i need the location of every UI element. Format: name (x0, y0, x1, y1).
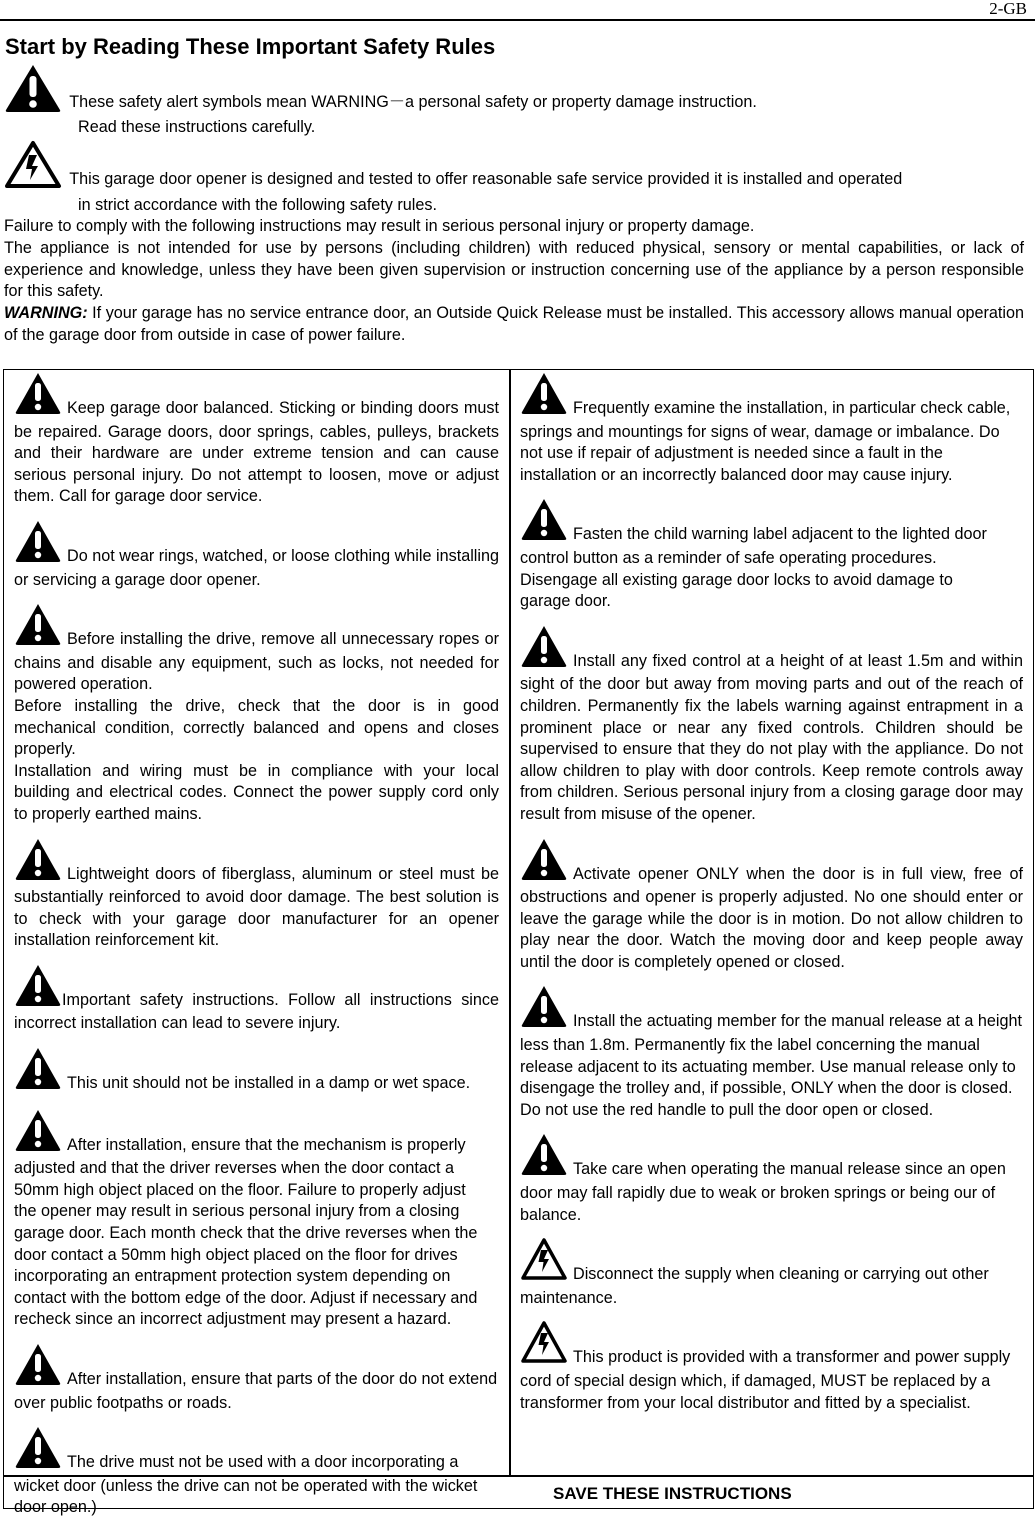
warning-triangle-icon (14, 837, 62, 888)
rule-item: Lightweight doors of fiberglass, aluminum or steel must be substantially reinforced to avoid door damage. The best solution is to check with your garage door manufacturer for an opener installation reinforcement kit. (14, 837, 499, 952)
warning-paragraph (4, 303, 1024, 346)
warning-triangle-icon (520, 984, 568, 1035)
rule-item: Take care when operating the manual release since an open door may fall rapidly due to weak or broken springs or being our of balance. (520, 1132, 1023, 1226)
rule-item: Keep garage door balanced. Sticking or binding doors must be repaired. Garage doors, door springs, cables, pulleys, brackets and their hardware are under extreme tension and can cause serious personal injury. Do not attempt to loosen, move or adjust them. Call for garage door service. (14, 371, 499, 508)
warning-triangle-icon (520, 371, 568, 422)
warning-triangle-icon (520, 497, 568, 548)
rule-item: Install any fixed control at a height of at least 1.5m and within sight of the door but away from moving parts and out of the reach of children. Permanently fix the labels warning against entrapment in a prominent place or near any fixed controls. Children should be supervised to ensure that they do not play with the appliance. Do not allow children to play with door controls. Keep remote controls away from children. Serious personal injury from a closing garage door may result from misuse of the opener. (520, 624, 1023, 826)
warning-triangle-icon (4, 63, 62, 120)
warning-triangle-icon (14, 1046, 62, 1097)
warning-triangle-icon (14, 371, 62, 422)
rule-item: After installation, ensure that parts of the door do not extend over public footpaths or roads. (14, 1342, 499, 1414)
left-rules-column (14, 371, 499, 1530)
rule-item: After installation, ensure that the mechanism is properly adjusted and that the driver reverses when the door contact a 50mm high object placed on the floor. Failure to properly adjust the opener may result in serious personal injury from a closing garage door. Each month check that the drive reverses when the door contact a 50mm high object placed on the floor for drives incorporating an entrapment protection system depending on contact with the bottom edge of the door. Adjust if necessary and recheck since an incorrect adjustment may present a hazard. (14, 1108, 499, 1331)
rule-item: Activate opener ONLY when the door is in full view, free of obstructions and opener is properly adjusted. No one should enter or leave the garage while the door is in motion. Do not allow children to play near the door. Watch the moving door and keep people away until the door is completely opened or closed. (520, 837, 1023, 974)
rule-item: Installation and wiring must be in compliance with your local building and electrical codes. Connect the power supply cord only to properly earthed mains. (14, 761, 499, 823)
rule-item: Do not wear rings, watched, or loose clothing while installing or servicing a garage door opener. (14, 519, 499, 591)
rule-item: Important safety instructions. Follow all instructions since incorrect installation can lead to severe injury. (14, 963, 499, 1035)
shock-symbol-explanation (4, 140, 1024, 197)
save-instructions-footer: SAVE THESE INSTRUCTIONS (553, 1484, 792, 1503)
shock-meaning-text: This garage door opener is designed and tested to offer reasonable safe service provided it is installed and operated (69, 170, 903, 188)
warning-triangle-icon (520, 1132, 568, 1183)
warning-triangle-icon (14, 519, 62, 570)
rule-item: This unit should not be installed in a damp or wet space. (14, 1046, 499, 1097)
rule-item: Fasten the child warning label adjacent to the lighted door control button as a reminder of safe operating procedures. Disengage all existing garage door locks to avoid damage to garage door. (520, 497, 1023, 612)
warning-label: WARNING: (4, 304, 88, 322)
alert-read-text: Read these instructions carefully. (78, 118, 316, 136)
page-number: 2-GB (989, 0, 1027, 18)
right-rules-column (520, 371, 1023, 1425)
electric-shock-icon (4, 140, 62, 197)
column-divider (509, 369, 511, 1476)
page-title: Start by Reading These Important Safety Rules (5, 34, 496, 59)
warning-triangle-icon (14, 963, 62, 1014)
warning-triangle-icon (14, 1425, 62, 1476)
appliance-text: The appliance is not intended for use by persons (including children) with reduced physical, sensory or mental capabilities, or lack of experience and knowledge, unless they have been given supervision or instruction concerning use of the appliance by a person responsible for this safety. (4, 239, 1024, 301)
rule-item: This product is provided with a transformer and power supply cord of special design which, if damaged, MUST be replaced by a transformer from your local distributor and fitted by a specialist. (520, 1320, 1023, 1414)
rule-item: Before installing the drive, remove all unnecessary ropes or chains and disable any equipment, such as locks, not needed for powered operation. (14, 602, 499, 696)
header-rule (0, 19, 1035, 21)
warning-triangle-icon (14, 1342, 62, 1393)
rule-item: The drive must not be used with a door incorporating a wicket door (unless the drive can not be operated with the wicket door open.) (14, 1425, 499, 1519)
rule-item: Frequently examine the installation, in particular check cable, springs and mountings for signs of wear, damage or imbalance. Do not use if repair of adjustment is needed since a fault in the installation or an incorrectly balanced door may cause injury. (520, 371, 1023, 486)
electric-shock-icon (520, 1320, 568, 1371)
rule-item: Before installing the drive, check that the door is in good mechanical condition, correctly balanced and opens and closes properly. (14, 696, 499, 759)
warning-triangle-icon (520, 624, 568, 675)
rule-item: Install the actuating member for the manual release at a height less than 1.8m. Permanently fix the label concerning the manual release adjacent to its actuating member. Use manual release only to disengage the trolley and, if possible, ONLY when the door is closed. Do not use the red handle to pull the door open or closed. (520, 984, 1023, 1121)
warning-triangle-icon (14, 602, 62, 653)
warning-triangle-icon (14, 1108, 62, 1159)
warning-triangle-icon (520, 837, 568, 888)
alert-meaning-text: These safety alert symbols mean WARNING－a personal safety or property damage instruction. (69, 93, 757, 111)
warning-text: If your garage has no service entrance door, an Outside Quick Release must be installed. This accessory allows manual operation of the garage door from outside in case of power failure. (4, 304, 1024, 344)
alert-symbol-explanation (4, 63, 1024, 120)
failure-text: Failure to comply with the following instructions may result in serious personal injury or property damage. (4, 217, 755, 235)
electric-shock-icon (520, 1237, 568, 1288)
shock-accordance-text: in strict accordance with the following safety rules. (78, 196, 437, 214)
rule-item: Disconnect the supply when cleaning or carrying out other maintenance. (520, 1237, 1023, 1309)
